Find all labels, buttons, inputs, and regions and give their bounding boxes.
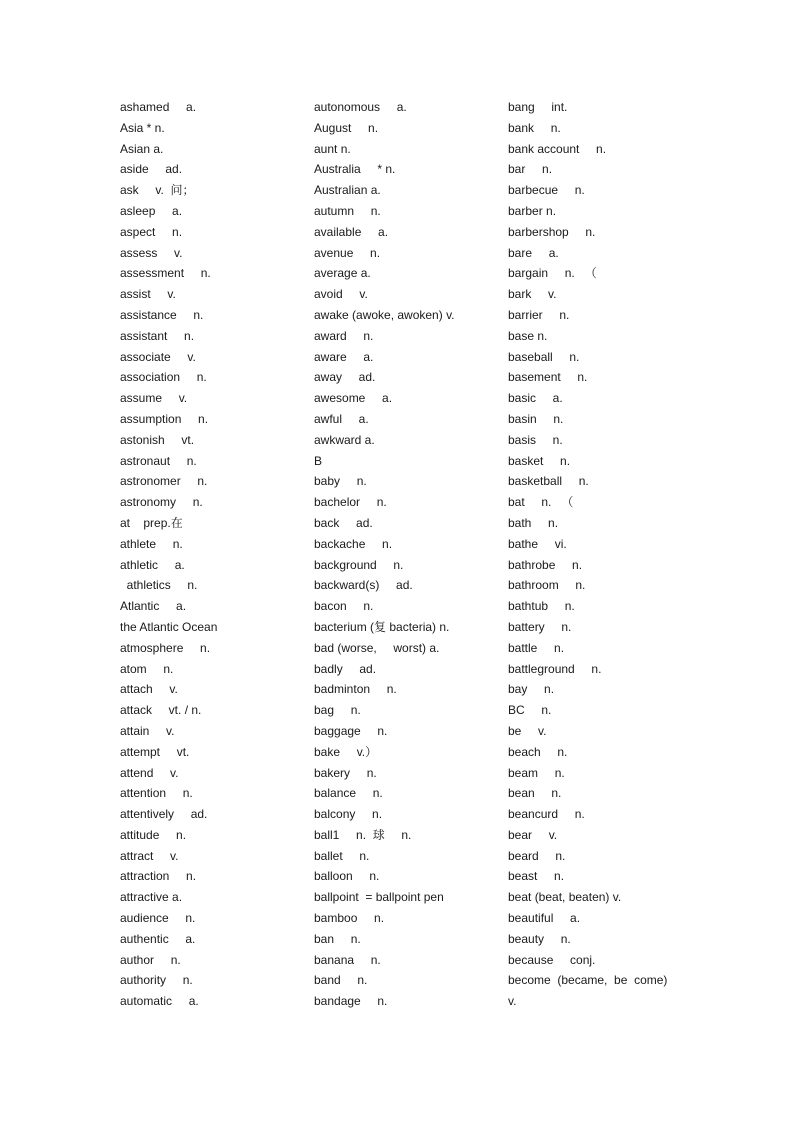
vocabulary-entry: battle n.	[508, 640, 565, 655]
vocabulary-entry: assumption n.	[120, 411, 209, 426]
vocabulary-entry: awful a.	[314, 411, 369, 426]
vocabulary-entry: bacon n.	[314, 599, 374, 614]
vocabulary-entry: background n.	[314, 557, 404, 572]
vocabulary-entry: basket n.	[508, 453, 571, 468]
vocabulary-entry: bean n.	[508, 786, 562, 801]
vocabulary-entry: bathrobe n.	[508, 557, 583, 572]
vocabulary-entry: bargain n. （	[508, 266, 597, 281]
vocabulary-entry: barber n.	[508, 203, 557, 218]
vocabulary-entry: beard n.	[508, 848, 566, 863]
vocabulary-entry: beast n.	[508, 869, 565, 884]
vocabulary-entry: bathroom n.	[508, 578, 586, 593]
vocabulary-entry: barbecue n.	[508, 183, 585, 198]
vocabulary-entry: association n.	[120, 370, 207, 385]
vocabulary-entry: bake v.）	[314, 744, 378, 759]
vocabulary-entry: athletics n.	[120, 578, 198, 593]
vocabulary-entry: assess v.	[120, 245, 183, 260]
vocabulary-entry: beach n.	[508, 744, 568, 759]
vocabulary-entry: awkward a.	[314, 432, 375, 447]
vocabulary-entry: B	[314, 453, 323, 468]
vocabulary-entry: avoid v.	[314, 287, 368, 302]
vocabulary-entry: attack vt. / n.	[120, 703, 202, 718]
vocabulary-entry: beat (beat, beaten) v.	[508, 890, 622, 905]
vocabulary-entry: athletic a.	[120, 557, 185, 572]
vocabulary-entry: autonomous a.	[314, 100, 407, 114]
vocabulary-entry: assistant n.	[120, 328, 195, 343]
vocabulary-entry: assume v.	[120, 391, 188, 406]
vocabulary-entry: aware a.	[314, 349, 374, 364]
vocabulary-entry: baggage n.	[314, 723, 388, 738]
word-column-2	[314, 97, 499, 1012]
vocabulary-entry: ballet n.	[314, 848, 370, 863]
vocabulary-entry: bay n.	[508, 682, 555, 697]
vocabulary-entry: astronomer n.	[120, 474, 208, 489]
vocabulary-entry: award n.	[314, 328, 374, 343]
vocabulary-entry: bad (worse, worst) a.	[314, 640, 440, 655]
vocabulary-entry: ball1 n. 球 n.	[314, 827, 412, 842]
vocabulary-entry: banana n.	[314, 952, 381, 967]
vocabulary-entry: attach v.	[120, 682, 178, 697]
vocabulary-entry: battleground n.	[508, 661, 602, 676]
vocabulary-entry: available a.	[314, 224, 389, 239]
vocabulary-entry: awake (awoke, awoken) v.	[314, 307, 455, 322]
vocabulary-entry: audience n.	[120, 911, 196, 926]
vocabulary-entry: beauty n.	[508, 931, 571, 946]
vocabulary-entry: Asian a.	[120, 141, 164, 156]
vocabulary-entry: attraction n.	[120, 869, 197, 884]
vocabulary-entry: aunt n.	[314, 141, 351, 156]
vocabulary-entry: balloon n.	[314, 869, 380, 884]
vocabulary-entry: balcony n.	[314, 807, 383, 822]
vocabulary-entry: August n.	[314, 120, 379, 135]
vocabulary-entry: astronomy n.	[120, 495, 203, 510]
vocabulary-entry: assist v.	[120, 287, 176, 302]
vocabulary-entry: assistance n.	[120, 307, 204, 322]
vocabulary-entry: attention n.	[120, 786, 193, 801]
vocabulary-entry: backache n.	[314, 536, 393, 551]
vocabulary-entry: back ad.	[314, 515, 373, 530]
vocabulary-entry: associate v.	[120, 349, 196, 364]
vocabulary-entry: awesome a.	[314, 391, 393, 406]
vocabulary-entry: Australian a.	[314, 183, 381, 198]
vocabulary-entry: automatic a.	[120, 994, 199, 1009]
vocabulary-entry: base n.	[508, 328, 548, 343]
vocabulary-entry: aspect n.	[120, 224, 183, 239]
vocabulary-entry: bakery n.	[314, 765, 377, 780]
word-column-1	[120, 97, 305, 1012]
vocabulary-entry: Australia * n.	[314, 162, 396, 177]
vocabulary-entry: assessment n.	[120, 266, 211, 281]
vocabulary-entry: beam n.	[508, 765, 565, 780]
vocabulary-entry: become (became, be come)	[508, 973, 668, 988]
vocabulary-entry: attract v.	[120, 848, 179, 863]
vocabulary-entry: asleep a.	[120, 203, 183, 218]
vocabulary-entry: basin n.	[508, 411, 564, 426]
vocabulary-entry: at prep.在	[120, 515, 183, 530]
vocabulary-entry: astonish vt.	[120, 432, 195, 447]
vocabulary-entry: the Atlantic Ocean	[120, 619, 218, 634]
vocabulary-entry: atom n.	[120, 661, 174, 676]
vocabulary-entry: bare a.	[508, 245, 559, 260]
vocabulary-entry: bath n.	[508, 515, 559, 530]
vocabulary-entry: attractive a.	[120, 890, 183, 905]
vocabulary-entry: be v.	[508, 723, 547, 738]
vocabulary-entry: bank account n.	[508, 141, 607, 156]
vocabulary-entry: ashamed a.	[120, 100, 197, 114]
vocabulary-entry: beautiful a.	[508, 911, 581, 926]
vocabulary-entry: avenue n.	[314, 245, 381, 260]
vocabulary-entry: bag n.	[314, 703, 361, 718]
vocabulary-entry: balance n.	[314, 786, 383, 801]
vocabulary-entry: bathtub n.	[508, 599, 575, 614]
vocabulary-entry: astronaut n.	[120, 453, 197, 468]
vocabulary-entry: baby n.	[314, 474, 367, 489]
vocabulary-entry: badly ad.	[314, 661, 377, 676]
vocabulary-entry: bathe vi.	[508, 536, 567, 551]
vocabulary-entry: bark v.	[508, 287, 557, 302]
vocabulary-entry: basis n.	[508, 432, 563, 447]
vocabulary-entry: away ad.	[314, 370, 376, 385]
vocabulary-entry: attend v.	[120, 765, 179, 780]
vocabulary-entry: barbershop n.	[508, 224, 596, 239]
vocabulary-entry: basement n.	[508, 370, 588, 385]
vocabulary-entry: bachelor n.	[314, 495, 387, 510]
vocabulary-entry: attempt vt.	[120, 744, 190, 759]
vocabulary-entry: Asia * n.	[120, 120, 165, 135]
vocabulary-entry: athlete n.	[120, 536, 183, 551]
vocabulary-entry: bar n.	[508, 162, 553, 177]
vocabulary-entry: basic a.	[508, 391, 563, 406]
vocabulary-entry: BC n.	[508, 703, 552, 718]
vocabulary-entry: barrier n.	[508, 307, 570, 322]
vocabulary-entry: Atlantic a.	[120, 599, 187, 614]
vocabulary-entry: ballpoint = ballpoint pen	[314, 890, 444, 905]
vocabulary-entry: attitude n.	[120, 827, 187, 842]
vocabulary-entry: ask v. 问；	[120, 183, 195, 198]
vocabulary-entry: aside ad.	[120, 162, 183, 177]
vocabulary-entry: atmosphere n.	[120, 640, 211, 655]
vocabulary-entry: because conj.	[508, 952, 596, 967]
vocabulary-entry: bandage n.	[314, 994, 388, 1009]
vocabulary-entry: bamboo n.	[314, 911, 385, 926]
vocabulary-entry: ban n.	[314, 931, 361, 946]
vocabulary-entry: baseball n.	[508, 349, 580, 364]
vocabulary-entry: bang int.	[508, 100, 568, 114]
vocabulary-entry: bat n. （	[508, 495, 574, 510]
vocabulary-entry: backward(s) ad.	[314, 578, 413, 593]
vocabulary-entry: authority n.	[120, 973, 193, 988]
vocabulary-entry: average a.	[314, 266, 371, 281]
vocabulary-entry: v.	[508, 994, 517, 1009]
vocabulary-entry: basketball n.	[508, 474, 589, 489]
vocabulary-entry: band n.	[314, 973, 368, 988]
word-column-3	[508, 97, 688, 1012]
vocabulary-entry: battery n.	[508, 619, 572, 634]
vocabulary-entry: badminton n.	[314, 682, 397, 697]
vocabulary-entry: bank n.	[508, 120, 561, 135]
vocabulary-entry: attentively ad.	[120, 807, 208, 822]
vocabulary-entry: bear v.	[508, 827, 558, 842]
vocabulary-entry: autumn n.	[314, 203, 381, 218]
vocabulary-entry: attain v.	[120, 723, 175, 738]
vocabulary-entry: author n.	[120, 952, 181, 967]
vocabulary-entry: beancurd n.	[508, 807, 585, 822]
vocabulary-entry: authentic a.	[120, 931, 196, 946]
vocabulary-entry: bacterium (复 bacteria) n.	[314, 619, 450, 634]
